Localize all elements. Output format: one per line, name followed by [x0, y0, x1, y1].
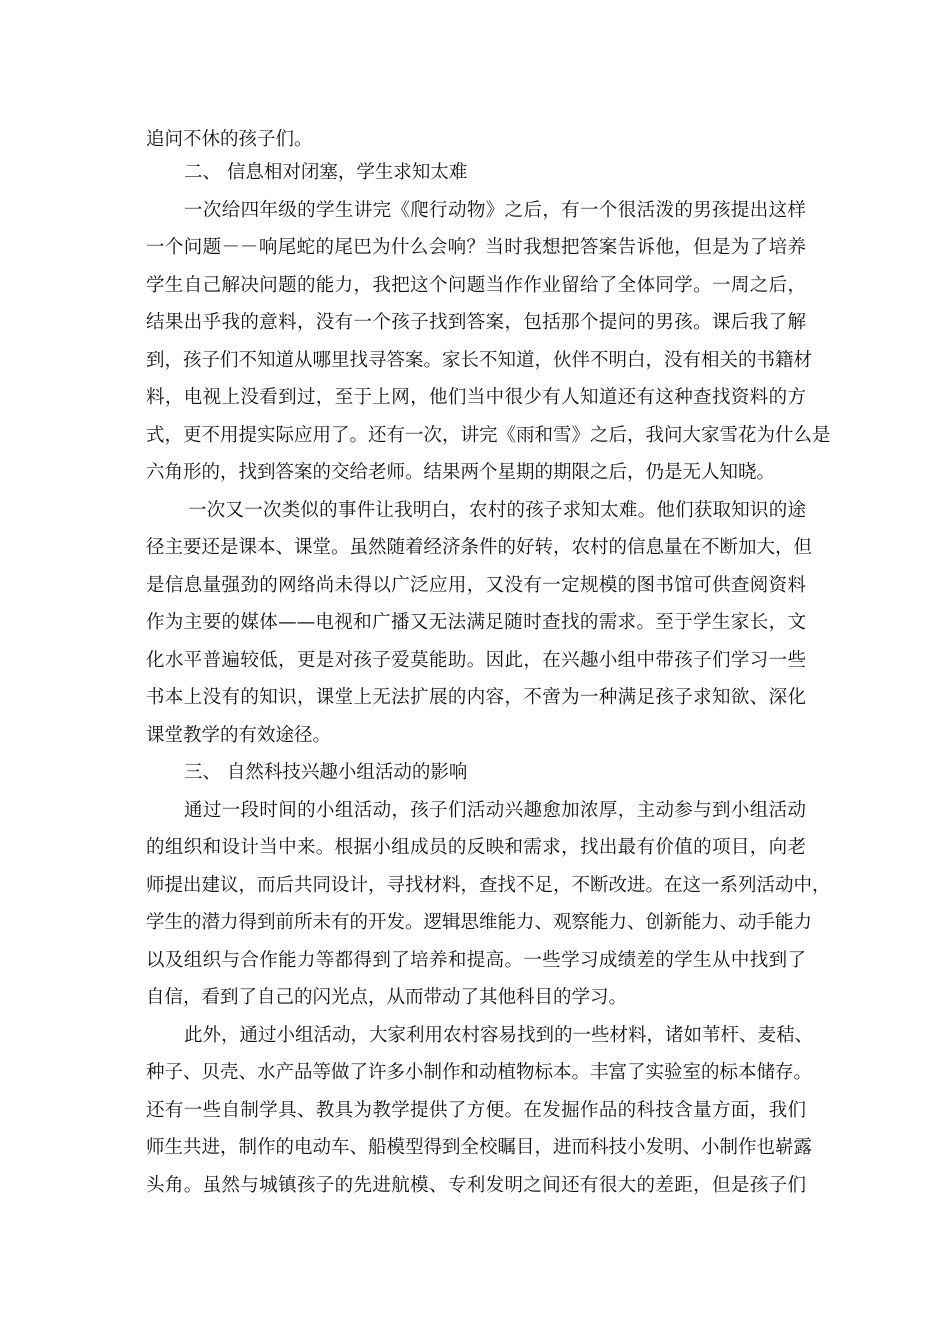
- text-line-7: 到，孩子们不知道从哪里找寻答案。家长不知道，伙伴不明白，没有相关的书籍材: [146, 350, 813, 371]
- text-line-16: 书本上没有的知识，课堂上无法扩展的内容，不啻为一种满足孩子求知欲、深化: [146, 687, 806, 708]
- text-line-28: 师生共进，制作的电动车、船模型得到全校瞩目，进而科技小发明、小制作也崭露: [146, 1137, 813, 1158]
- text-line-8: 料，电视上没看到过，至于上网，他们当中很少有人知道还有这种查找资料的方: [146, 387, 806, 408]
- text-line-13: 是信息量强劲的网络尚未得以广泛应用，又没有一定规模的图书馆可供查阅资料: [146, 575, 806, 596]
- text-line-24: 自信，看到了自己的闪光点，从而带动了其他科目的学习。: [146, 987, 628, 1008]
- text-line-27: 还有一些自制学具、教具为教学提供了方便。在发掘作品的科技含量方面，我们: [146, 1100, 806, 1121]
- text-line-15: 化水平普遍较低，更是对孩子爱莫能助。因此，在兴趣小组中带孩子们学习一些: [146, 650, 806, 671]
- text-line-26: 种子、贝壳、水产品等做了许多小制作和动植物标本。丰富了实验室的标本储存。: [146, 1062, 813, 1083]
- text-line-4: 一个问题－－响尾蛇的尾巴为什么会响？当时我想把答案告诉他，但是为了培养: [146, 237, 806, 258]
- text-line-6: 结果出乎我的意料，没有一个孩子找到答案，包括那个提问的男孩。课后我了解: [146, 312, 806, 333]
- text-line-1: 追问不休的孩子们。: [146, 129, 313, 150]
- text-line-5: 学生自己解决问题的能力，我把这个问题当作作业留给了全体同学。一周之后，: [146, 275, 806, 296]
- text-line-23: 以及组织与合作能力等都得到了培养和提高。一些学习成绩差的学生从中找到了: [146, 950, 806, 971]
- section-heading-2: 二、 信息相对闭塞，学生求知太难: [184, 162, 468, 183]
- section-heading-3: 三、 自然科技兴趣小组活动的影响: [184, 762, 468, 783]
- text-line-21: 师提出建议，而后共同设计，寻找材料，查找不足，不断改进。在这一系列活动中，: [146, 875, 831, 896]
- text-line-14: 作为主要的媒体——电视和广播又无法满足随时查找的需求。至于学生家长，文: [146, 612, 806, 633]
- text-line-20: 的组织和设计当中来。根据小组成员的反映和需求，找出最有价值的项目，向老: [146, 837, 806, 858]
- text-line-25: 此外，通过小组活动，大家利用农村容易找到的一些材料，诸如苇杆、麦秸、: [184, 1025, 814, 1046]
- text-line-19: 通过一段时间的小组活动，孩子们活动兴趣愈加浓厚，主动参与到小组活动: [184, 800, 806, 821]
- text-line-12: 径主要还是课本、课堂。虽然随着经济条件的好转，农村的信息量在不断加大，但: [146, 537, 813, 558]
- text-line-3: 一次给四年级的学生讲完《爬行动物》之后，有一个很活泼的男孩提出这样: [184, 200, 806, 221]
- text-line-17: 课堂教学的有效途径。: [146, 725, 332, 746]
- text-line-9: 式，更不用提实际应用了。还有一次，讲完《雨和雪》之后，我问大家雪花为什么是: [146, 425, 831, 446]
- text-line-11: 一次又一次类似的事件让我明白，农村的孩子求知太难。他们获取知识的途: [188, 500, 806, 521]
- text-line-10: 六角形的，找到答案的交给老师。结果两个星期的期限之后，仍是无人知晓。: [146, 462, 776, 483]
- text-line-22: 学生的潜力得到前所未有的开发。逻辑思维能力、观察能力、创新能力、动手能力: [146, 912, 813, 933]
- text-line-29: 头角。虽然与城镇孩子的先进航模、专利发明之间还有很大的差距，但是孩子们: [146, 1175, 806, 1196]
